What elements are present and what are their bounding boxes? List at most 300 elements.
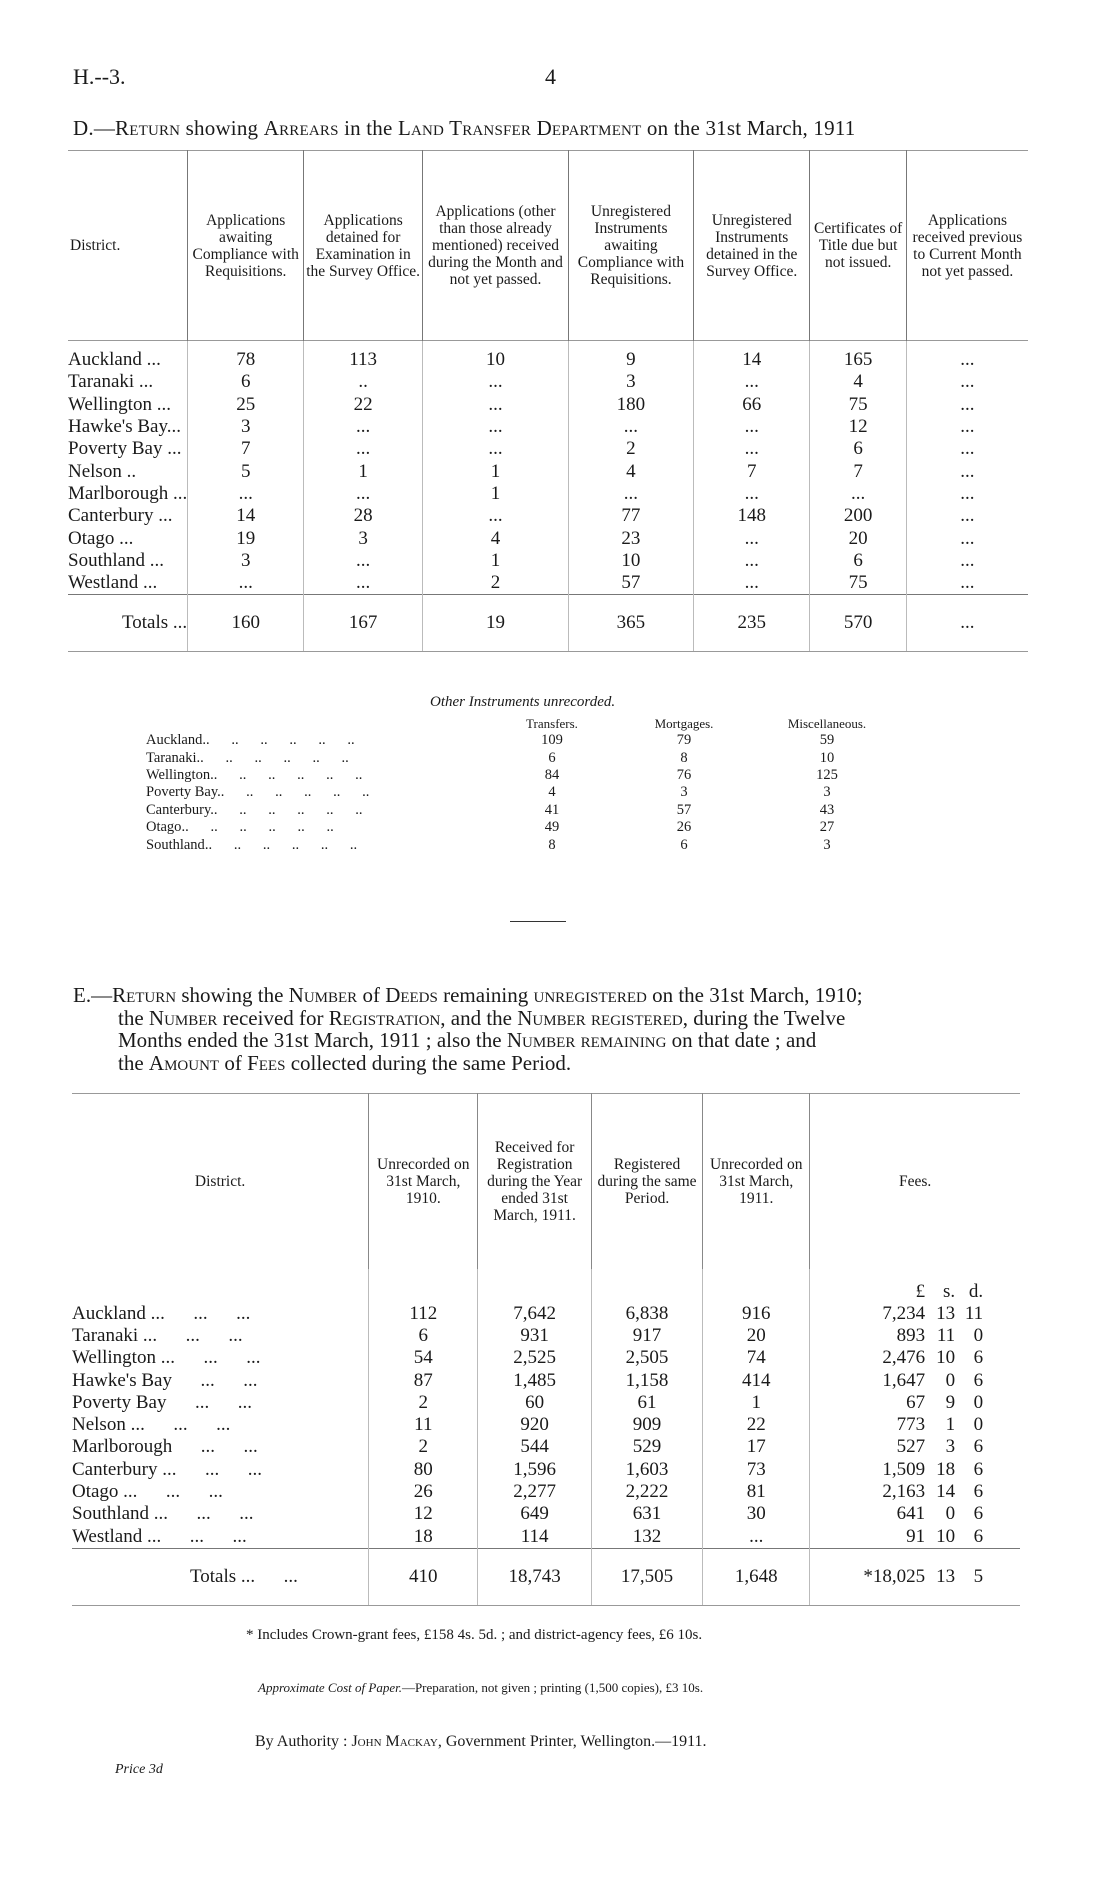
heading-fragment: Fees <box>247 1050 286 1075</box>
pence: 6 <box>973 1458 984 1480</box>
column-header: Unregistered Instruments awaiting Compliance with Requisitions. <box>568 151 693 341</box>
pounds: 527 <box>896 1436 926 1458</box>
column-header: Applications received previous to Current Month not yet passed. <box>906 151 1028 341</box>
district-name <box>146 784 486 801</box>
table-cell: 12 <box>810 416 906 438</box>
table-cell: ... <box>906 460 1028 482</box>
leader-dots: .. .. .. .. .. .. <box>196 749 349 766</box>
shillings: 3 <box>945 1436 956 1458</box>
district-label: Canterbury <box>146 801 211 818</box>
table-cell: 84 <box>544 766 560 783</box>
pence: 6 <box>973 1481 984 1503</box>
table-cell: 66 <box>693 394 810 416</box>
table-cell: 74 <box>703 1347 810 1369</box>
heading-fragment: showing <box>180 116 264 140</box>
table-cell: 1,648 <box>703 1548 810 1605</box>
table-row <box>146 836 904 853</box>
table-cell: ... <box>304 416 423 438</box>
table-cell: 14 <box>188 505 304 527</box>
totals-cell: Totals ... <box>68 595 188 652</box>
table-row <box>72 1369 1020 1391</box>
table-cell: 1 <box>423 550 569 572</box>
heading-line <box>73 1007 1033 1030</box>
table-cell: ... <box>304 438 423 460</box>
table-cell: 27 <box>819 819 835 836</box>
totals-cell: 167 <box>304 595 423 652</box>
heading-fragment: Return <box>115 116 181 140</box>
table-cell: ... <box>423 394 569 416</box>
table-cell: Westland ... <box>68 572 158 594</box>
table-row <box>68 371 1028 393</box>
table-cell: 7 <box>693 460 810 482</box>
heading-fragment: of <box>357 983 386 1007</box>
table-cell: 917 <box>591 1325 702 1347</box>
report-reference: H.--3. <box>73 64 126 89</box>
heading-fragment: Number <box>288 983 358 1007</box>
table-cell: 7 <box>188 438 304 460</box>
table-cell: 10 <box>819 749 835 766</box>
table-cell: Auckland ... <box>68 349 161 371</box>
table-cell: 77 <box>568 505 693 527</box>
table-cell: 165 <box>810 341 906 372</box>
table-cell: 2,277 <box>478 1481 592 1503</box>
table-row <box>68 483 1028 505</box>
district-name: Otago ... ... ... <box>72 1481 223 1503</box>
table-cell: 79 <box>676 732 692 749</box>
table-row <box>146 819 904 836</box>
fee-cell <box>810 1459 1020 1481</box>
heading-fragment: Registration <box>328 1005 441 1030</box>
printer-authority: By Authority : John Mackay, Government Printer, Wellington.—1911. <box>255 1733 707 1750</box>
table-cell: 920 <box>478 1414 592 1436</box>
column-header: Miscellaneous. <box>787 716 867 731</box>
heading-fragment: on that date ; and <box>666 1028 817 1052</box>
table-cell: 59 <box>819 732 835 749</box>
district-label: Taranaki <box>146 749 197 766</box>
table-cell: 73 <box>703 1459 810 1481</box>
table-cell: 2,222 <box>591 1481 702 1503</box>
table-cell: Southland ... <box>68 549 165 571</box>
table-cell: 6 <box>548 749 556 766</box>
deeds-table <box>72 1093 1020 1606</box>
table-cell: 7,642 <box>478 1303 592 1325</box>
fee-cell <box>810 1325 1020 1347</box>
heading-fragment: on the 31st March, 1910; <box>646 983 863 1007</box>
table-cell: 18,743 <box>478 1548 592 1605</box>
pence: 0 <box>973 1391 984 1413</box>
table-cell: 22 <box>304 394 423 416</box>
units-row <box>72 1269 1020 1303</box>
table-cell: 20 <box>703 1325 810 1347</box>
other-instruments-title: Other Instruments unrecorded. <box>430 694 616 710</box>
fee-cell <box>810 1548 1020 1605</box>
table-cell: 18 <box>369 1525 478 1548</box>
district-name <box>146 732 486 749</box>
cost-note: Approximate Cost of Paper.—Preparation, not given ; printing (1,500 copies), £3 10s. <box>258 1680 704 1695</box>
table-cell: ... <box>693 371 810 393</box>
table-cell: 132 <box>591 1525 702 1548</box>
heading-line <box>73 1052 1033 1075</box>
fee-cell <box>810 1503 1020 1525</box>
table-row <box>68 416 1028 438</box>
table-cell: 2 <box>423 572 569 595</box>
table-cell: 57 <box>568 572 693 595</box>
page-number: 4 <box>545 64 556 89</box>
column-header: Certificates of Title due but not issued. <box>810 151 906 341</box>
leader-dots: .. .. .. .. .. .. <box>217 784 370 801</box>
pence: 6 <box>973 1503 984 1525</box>
table-cell: 3 <box>823 784 831 801</box>
table-cell: ... <box>423 371 569 393</box>
table-cell: 75 <box>810 572 906 595</box>
district-label: Poverty Bay <box>146 784 218 801</box>
table-cell: 41 <box>544 801 560 818</box>
table-row <box>72 1303 1020 1325</box>
table-cell: 17 <box>703 1436 810 1458</box>
column-header: Registered during the same Period. <box>591 1094 702 1269</box>
table-cell: ... <box>188 572 304 595</box>
table-cell: Wellington ... <box>68 393 171 415</box>
table-cell: 6 <box>369 1325 478 1347</box>
shillings: 0 <box>945 1369 956 1391</box>
district-name: Westland ... ... ... <box>72 1525 247 1547</box>
fee-cell <box>810 1481 1020 1503</box>
table-cell: 114 <box>478 1525 592 1548</box>
shillings: 10 <box>936 1347 956 1369</box>
shillings: 13 <box>936 1565 956 1587</box>
pounds-unit: £ <box>915 1280 926 1302</box>
table-cell: 26 <box>369 1481 478 1503</box>
table-cell: 11 <box>369 1414 478 1436</box>
table-cell: 529 <box>591 1436 702 1458</box>
table-row <box>146 749 904 766</box>
heading-fragment: , and the <box>440 1005 518 1030</box>
shillings: 18 <box>936 1458 956 1480</box>
table-cell <box>369 1269 478 1303</box>
table-cell: 931 <box>478 1325 592 1347</box>
district-name: Auckland ... ... ... <box>72 1302 251 1324</box>
table-cell: 7 <box>810 460 906 482</box>
pounds: 1,647 <box>882 1369 926 1391</box>
column-header: Received for Registration during the Year ended 31st March, 1911. <box>478 1094 592 1269</box>
table-cell: 544 <box>478 1436 592 1458</box>
heading-fragment: of <box>219 1050 248 1075</box>
table-cell: 2 <box>568 438 693 460</box>
table-cell: 109 <box>541 732 563 749</box>
table-row <box>146 802 904 819</box>
heading-fragment: unregistered <box>533 983 647 1007</box>
table-cell: ... <box>703 1525 810 1548</box>
district-name <box>146 836 486 853</box>
table-cell: ... <box>906 527 1028 549</box>
table-cell: ... <box>693 550 810 572</box>
table-cell: 2,525 <box>478 1347 592 1369</box>
table-cell: 125 <box>816 766 838 783</box>
district-label: Southland <box>146 836 205 853</box>
heading-line <box>73 984 1033 1007</box>
pounds: 67 <box>906 1391 926 1413</box>
table-cell: ... <box>693 416 810 438</box>
column-header: Mortgages. <box>654 716 714 731</box>
pence-unit: d. <box>968 1280 984 1302</box>
table-cell: 10 <box>423 341 569 372</box>
table-cell: Nelson .. <box>68 460 137 482</box>
table-cell: ... <box>188 483 304 505</box>
shillings: 11 <box>936 1324 956 1346</box>
shillings: 14 <box>936 1481 956 1503</box>
heading-fragment: Deeds <box>385 983 438 1007</box>
table-cell: ... <box>906 416 1028 438</box>
table-row <box>72 1436 1020 1458</box>
shillings-unit: s. <box>942 1280 956 1302</box>
table-cell: .. <box>304 371 423 393</box>
table-cell: ... <box>304 572 423 595</box>
table-cell: 22 <box>703 1414 810 1436</box>
table-cell: 78 <box>188 341 304 372</box>
other-instruments-table <box>146 716 904 854</box>
heading-fragment: Months ended the 31st March, 1911 ; also the <box>118 1028 507 1052</box>
table-cell: Taranaki ... <box>68 371 154 393</box>
fee-cell <box>810 1525 1020 1548</box>
return-d-heading: D.—Return showing Arrears in the Land Transfer Department on the 31st March, 1911 <box>73 116 856 140</box>
table-cell: 17,505 <box>591 1548 702 1605</box>
table-cell: 3 <box>568 371 693 393</box>
district-name: Taranaki ... ... ... <box>72 1324 243 1346</box>
heading-fragment: Return <box>112 983 177 1007</box>
table-cell: 909 <box>591 1414 702 1436</box>
pounds: 641 <box>896 1503 926 1525</box>
table-cell: 3 <box>304 527 423 549</box>
fee-cell <box>810 1414 1020 1436</box>
heading-fragment: Number <box>148 1005 218 1030</box>
table-cell: 19 <box>188 527 304 549</box>
table-row <box>68 527 1028 549</box>
table-cell: 1,485 <box>478 1369 592 1391</box>
shillings: 10 <box>936 1525 956 1547</box>
table-cell: 916 <box>703 1303 810 1325</box>
table-cell: Hawke's Bay... <box>68 416 181 438</box>
table-row <box>68 460 1028 482</box>
table-row <box>72 1392 1020 1414</box>
table-cell: 28 <box>304 505 423 527</box>
pounds: 893 <box>896 1324 926 1346</box>
heading-fragment: Number registered <box>517 1005 683 1030</box>
table-cell: 8 <box>548 836 556 853</box>
shillings: 1 <box>945 1414 956 1436</box>
table-cell: 4 <box>568 460 693 482</box>
district-label: Otago <box>146 819 182 836</box>
pence: 11 <box>964 1302 984 1324</box>
table-cell: 87 <box>369 1369 478 1391</box>
pence: 6 <box>973 1436 984 1458</box>
heading-fragment: Number remaining <box>506 1028 667 1052</box>
pounds: 2,163 <box>882 1481 926 1503</box>
pence: 6 <box>973 1347 984 1369</box>
table-cell: 54 <box>369 1347 478 1369</box>
table-cell: ... <box>568 416 693 438</box>
table-cell: ... <box>810 483 906 505</box>
heading-fragment: in the <box>338 116 398 140</box>
heading-fragment: the <box>118 1005 149 1030</box>
shillings: 0 <box>945 1503 956 1525</box>
table-cell: 180 <box>568 394 693 416</box>
totals-cell: 365 <box>568 595 693 652</box>
heading-fragment: showing the <box>176 983 289 1007</box>
table-cell: ... <box>906 341 1028 372</box>
district-name: Canterbury ... ... ... <box>72 1458 262 1480</box>
table-cell: 60 <box>478 1392 592 1414</box>
district-name <box>146 749 486 766</box>
totals-cell: 235 <box>693 595 810 652</box>
table-cell: 23 <box>568 527 693 549</box>
table-cell: ... <box>568 483 693 505</box>
fee-cell <box>810 1436 1020 1458</box>
table-cell: 1,603 <box>591 1459 702 1481</box>
table-row <box>146 767 904 784</box>
district-label: Wellington <box>146 766 211 783</box>
heading-fragment: received for <box>217 1005 329 1030</box>
table-cell: 14 <box>693 341 810 372</box>
table-cell: ... <box>906 394 1028 416</box>
pounds: 91 <box>906 1525 926 1547</box>
table-cell: ... <box>423 438 569 460</box>
fee-units <box>810 1269 1020 1303</box>
table-row <box>72 1481 1020 1503</box>
shillings: 9 <box>945 1391 956 1413</box>
table-cell: 1 <box>304 460 423 482</box>
price: Price 3d <box>115 1762 163 1777</box>
table-cell: 649 <box>478 1503 592 1525</box>
table-cell: ... <box>906 438 1028 460</box>
table-cell: 20 <box>810 527 906 549</box>
table-cell: 30 <box>703 1503 810 1525</box>
column-header: Applications awaiting Compliance with Requisitions. <box>188 151 304 341</box>
table-row <box>68 505 1028 527</box>
table-cell: 61 <box>591 1392 702 1414</box>
heading-fragment: collected during the same Period. <box>285 1050 572 1075</box>
table-cell: ... <box>906 550 1028 572</box>
pence: 5 <box>973 1565 984 1587</box>
table-row <box>68 438 1028 460</box>
pence: 0 <box>973 1324 984 1346</box>
fee-cell <box>810 1347 1020 1369</box>
table-cell: 5 <box>188 460 304 482</box>
table-cell: ... <box>693 483 810 505</box>
pence: 0 <box>973 1414 984 1436</box>
pounds: *18,025 <box>863 1565 926 1587</box>
table-cell: ... <box>906 572 1028 595</box>
table-cell: 4 <box>548 784 556 801</box>
table-cell: 112 <box>369 1303 478 1325</box>
table-cell: 3 <box>188 416 304 438</box>
table-cell: ... <box>693 572 810 595</box>
table-cell: 1,596 <box>478 1459 592 1481</box>
table-cell: 3 <box>823 836 831 853</box>
footnote: * Includes Crown-grant fees, £158 4s. 5d. ; and district-agency fees, £6 10s. <box>246 1627 703 1643</box>
table-cell: 26 <box>676 819 692 836</box>
table-cell: 2 <box>369 1392 478 1414</box>
table-cell: 6 <box>810 438 906 460</box>
table-cell: 49 <box>544 819 560 836</box>
totals-row <box>68 595 1028 652</box>
district-name: Southland ... ... ... <box>72 1503 254 1525</box>
pounds: 2,476 <box>882 1347 926 1369</box>
table-cell: 80 <box>369 1459 478 1481</box>
heading-fragment: remaining <box>437 983 534 1007</box>
heading-fragment: Land Transfer Department <box>397 116 642 140</box>
table-row <box>68 394 1028 416</box>
table-cell: ... <box>304 483 423 505</box>
totals-cell: 570 <box>810 595 906 652</box>
table-cell: ... <box>304 550 423 572</box>
pounds: 7,234 <box>882 1302 926 1324</box>
table-cell: ... <box>906 371 1028 393</box>
heading-fragment: , during the Twelve <box>682 1005 846 1030</box>
table-cell: 9 <box>568 341 693 372</box>
pounds: 773 <box>896 1414 926 1436</box>
column-header: Applications (other than those already mentioned) received during the Month and not yet passed. <box>423 151 569 341</box>
table-cell: 6,838 <box>591 1303 702 1325</box>
table-cell: 75 <box>810 394 906 416</box>
table-row <box>72 1414 1020 1436</box>
table-cell: 6 <box>810 550 906 572</box>
table-row <box>72 1503 1020 1525</box>
heading-fragment: on the 31st March, 1911 <box>641 116 856 140</box>
table-cell: 6 <box>680 836 688 853</box>
district-label: Auckland <box>146 732 203 749</box>
table-row <box>68 341 1028 372</box>
table-row <box>72 1459 1020 1481</box>
table-cell: 10 <box>568 550 693 572</box>
table-cell: ... <box>423 416 569 438</box>
leader-dots: .. .. .. .. .. .. <box>181 819 334 836</box>
table-cell: 631 <box>591 1503 702 1525</box>
arrears-table <box>68 150 1028 652</box>
table-cell: 200 <box>810 505 906 527</box>
table-cell: 2,505 <box>591 1347 702 1369</box>
table-cell: Marlborough ... <box>68 482 188 504</box>
pounds: 1,509 <box>882 1458 926 1480</box>
column-header: District. <box>194 1172 246 1190</box>
table-cell <box>72 1269 369 1303</box>
table-cell: Poverty Bay ... <box>68 438 182 460</box>
table-cell: 1 <box>423 460 569 482</box>
pence: 6 <box>973 1525 984 1547</box>
table-cell: ... <box>423 505 569 527</box>
table-cell: 3 <box>680 784 688 801</box>
fee-cell <box>810 1303 1020 1325</box>
district-name <box>146 819 486 836</box>
table-cell: 1,158 <box>591 1369 702 1391</box>
totals-cell: ... <box>906 595 1028 652</box>
heading-fragment: Arrears <box>263 116 339 140</box>
totals-row <box>72 1548 1020 1605</box>
heading-fragment: Amount <box>148 1050 220 1075</box>
table-row <box>146 732 904 749</box>
table-cell <box>703 1269 810 1303</box>
leader-dots: .. .. .. .. .. .. <box>210 766 363 783</box>
table-cell: 410 <box>369 1548 478 1605</box>
table-cell: 43 <box>819 801 835 818</box>
table-cell: 148 <box>693 505 810 527</box>
heading-fragment: the <box>118 1050 149 1075</box>
table-cell: ... <box>906 505 1028 527</box>
return-e-heading <box>73 984 1033 1074</box>
table-cell: ... <box>693 527 810 549</box>
district-name: Totals ... ... <box>72 1548 369 1605</box>
column-header: Unrecorded on 31st March, 1910. <box>369 1094 478 1269</box>
district-name: Nelson ... ... ... <box>72 1414 231 1436</box>
